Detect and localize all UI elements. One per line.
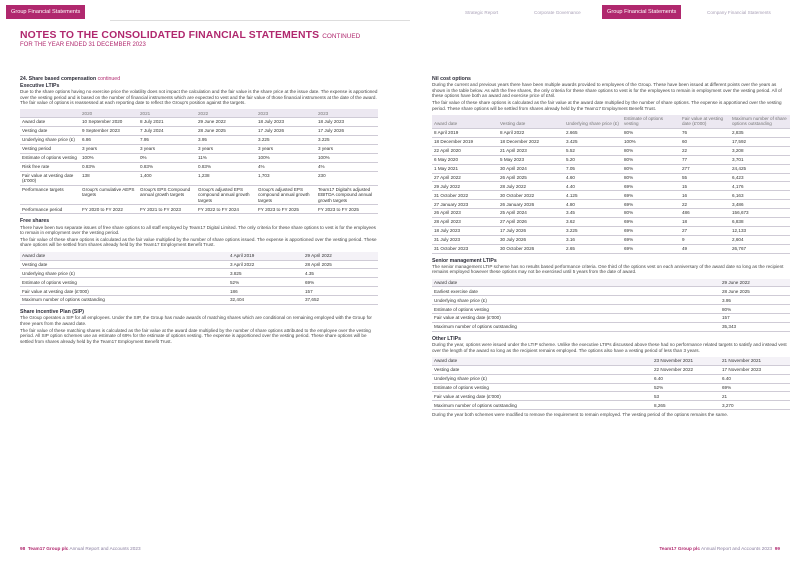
- table-cell: 3.225: [564, 226, 622, 235]
- table-cell: 6.86: [80, 135, 138, 144]
- table-row-label: Estimate of options vesting: [20, 153, 80, 162]
- table-cell: 7.95: [138, 135, 196, 144]
- table-cell: 21 April 2023: [498, 146, 564, 155]
- table-cell: 11%: [196, 153, 256, 162]
- table-row-label: Vesting date: [432, 365, 652, 374]
- table-cell: 21 November 2021: [720, 357, 790, 365]
- table-cell: 3,701: [730, 155, 790, 164]
- table-cell: 22 November 2022: [652, 365, 720, 374]
- table-cell: 0.83%: [196, 162, 256, 171]
- table-row-label: Maximum number of options outstanding: [432, 401, 652, 410]
- table-header-cell: Award date: [432, 115, 498, 129]
- table-cell: 6.40: [652, 374, 720, 383]
- table-cell: 30 October 2022: [498, 191, 564, 200]
- table-header-cell: Fair value at vesting date (£'000): [680, 115, 730, 129]
- table-row: [432, 146, 790, 155]
- table-header-cell: 2020: [80, 109, 138, 117]
- table-cell: 37,652: [303, 296, 378, 305]
- table-row-label: 18 December 2019: [432, 137, 498, 146]
- table-cell: 3,486: [730, 200, 790, 209]
- table-cell: 4.125: [564, 191, 622, 200]
- table-row-label: Performance period: [20, 205, 80, 214]
- table-row-label: Underlying share price (£): [20, 135, 80, 144]
- table-cell: 21: [720, 392, 790, 401]
- table-cell: 3.16: [564, 235, 622, 244]
- table-cell: 156,673: [730, 209, 790, 218]
- table-row: [432, 314, 790, 323]
- table-row: [432, 323, 790, 332]
- table-cell: 6,163: [730, 191, 790, 200]
- table-cell: 157: [720, 314, 790, 323]
- table-cell: FY 2023 to FY 2025: [316, 205, 378, 214]
- table-row-label: 29 July 2022: [432, 182, 498, 191]
- free-shares-heading: Free shares: [20, 218, 50, 225]
- section-tag-left: Group Financial Statements: [6, 5, 85, 19]
- table-row: [20, 269, 378, 278]
- table-cell: 29 June 2022: [720, 279, 790, 287]
- table-row: [20, 153, 378, 162]
- table-cell: 9 September 2023: [80, 127, 138, 136]
- table-cell: 30 July 2026: [498, 235, 564, 244]
- table-cell: 3 years: [196, 144, 256, 153]
- sip-paragraph-2: The fair value of these matching shares is calculated as the fair value at the award date multiplied by the number of share options attributed to the employee over the vesting period. All SIP option schemes use an estimate of 69% for the estimate of options vesting. The expense is apportioned over the vesting period. These share options will be settled from shares already held by the Team17 Employment Benefit Trust.: [20, 328, 371, 344]
- table-cell: 49: [680, 244, 730, 253]
- table-header-cell: Estimate of options vesting: [622, 115, 680, 129]
- table-row-label: Estimate of options vesting: [432, 383, 652, 392]
- table-cell: 80%: [622, 155, 680, 164]
- table-cell: 26 April 2025: [498, 173, 564, 182]
- table-row-label: 31 July 2023: [432, 235, 498, 244]
- table-cell: 15: [680, 182, 730, 191]
- table-row-label: Estimate of options vesting: [432, 305, 720, 314]
- table-header-row: [432, 115, 790, 129]
- table-cell: 2.65: [564, 244, 622, 253]
- nav-strategic-report[interactable]: Strategic Report: [465, 10, 499, 15]
- footer-right-text: Annual Report and Accounts 2023: [701, 546, 773, 551]
- table-cell: 69%: [622, 226, 680, 235]
- table-row-label: Fair value at vesting date (£'000): [432, 392, 652, 401]
- nav-corporate-governance[interactable]: Corporate Governance: [534, 10, 581, 15]
- table-cell: 80%: [622, 146, 680, 155]
- nav-group-financial-statements[interactable]: Group Financial Statements: [602, 5, 681, 19]
- table-row: [432, 137, 790, 146]
- senior-ltips-table: [432, 279, 790, 332]
- table-cell: 3 years: [316, 144, 378, 153]
- table-cell: 5 May 2023: [498, 155, 564, 164]
- table-cell: 6.40: [720, 374, 790, 383]
- exec-ltips-heading: Executive LTIPs: [20, 83, 60, 89]
- table-cell: 4.80: [564, 200, 622, 209]
- table-cell: 52%: [652, 383, 720, 392]
- table-row: [432, 182, 790, 191]
- table-cell: 1,703: [256, 171, 316, 185]
- table-row-label: 27 January 2023: [432, 200, 498, 209]
- table-row: [432, 244, 790, 253]
- table-cell: 3.225: [256, 135, 316, 144]
- table-cell: Team17 Digital's adjusted EBITDA compound annual growth targets: [316, 185, 378, 204]
- table-row: [432, 279, 790, 287]
- table-cell: 1,400: [138, 171, 196, 185]
- table-row-label: 8 April 2019: [432, 129, 498, 138]
- table-cell: 18: [680, 217, 730, 226]
- table-cell: 28 June 2025: [720, 287, 790, 296]
- table-cell: 2.665: [564, 129, 622, 138]
- other-ltips-heading: Other LTIPs: [432, 335, 462, 342]
- table-cell: 3 years: [80, 144, 138, 153]
- table-cell: 29 June 2022: [196, 118, 256, 127]
- senior-ltips-heading: Senior management LTIPs: [432, 257, 497, 264]
- table-cell: 77: [680, 155, 730, 164]
- table-row: [20, 127, 378, 136]
- table-cell: 26,767: [730, 244, 790, 253]
- table-row-label: 22 April 2020: [432, 146, 498, 155]
- page-title-suffix: CONTINUED: [322, 33, 361, 40]
- table-cell: 55: [680, 173, 730, 182]
- table-row: [432, 191, 790, 200]
- table-cell: 28 June 2025: [196, 127, 256, 136]
- free-shares-table: [20, 252, 378, 305]
- table-cell: 26 January 2026: [498, 200, 564, 209]
- nil-cost-table: [432, 115, 790, 254]
- table-row: [20, 118, 378, 127]
- other-ltips-paragraph: During the year, options were issued under the LTIP scheme. Unlike the executive LTIPs discussed above these had no performance related targets to satisfy and instead vest over the length of the award so long as the recipient remains employed. The options also have a vesting period of less than 3 years.: [432, 342, 787, 353]
- table-cell: 0.83%: [80, 162, 138, 171]
- table-row: [432, 129, 790, 138]
- table-row-label: Estimate of options vesting: [20, 278, 228, 287]
- other-ltips-table: [432, 357, 790, 410]
- table-cell: FY 2020 to FY 2022: [80, 205, 138, 214]
- table-cell: 100%: [80, 153, 138, 162]
- table-cell: 17 November 2023: [720, 365, 790, 374]
- table-cell: 18 July 2023: [316, 118, 378, 127]
- table-cell: 32,404: [228, 296, 303, 305]
- table-cell: 4%: [256, 162, 316, 171]
- table-row: [432, 164, 790, 173]
- table-row-label: 27 April 2022: [432, 173, 498, 182]
- table-cell: 28 April 2025: [303, 260, 378, 269]
- table-header-cell: 2022: [196, 109, 256, 117]
- page-title-main: NOTES TO THE CONSOLIDATED FINANCIAL STATEMENTS: [20, 30, 320, 41]
- table-row-label: Vesting date: [20, 127, 80, 136]
- table-cell: 29 April 2022: [303, 252, 378, 260]
- table-cell: 4.35: [303, 269, 378, 278]
- table-cell: 25 April 2024: [498, 209, 564, 218]
- table-row-label: Risk free rate: [20, 162, 80, 171]
- table-row: [20, 162, 378, 171]
- table-row: [432, 155, 790, 164]
- footer-right-page-number: 99: [774, 546, 780, 551]
- table-cell: 100%: [256, 153, 316, 162]
- table-cell: 22: [680, 146, 730, 155]
- sip-paragraph-1: The Group operates a SIP for all employees. Under the SIP, the Group has made awards of matching shares which are conditional on remaining employed with the Group for three years from the award date.: [20, 315, 372, 326]
- table-cell: 2,604: [730, 235, 790, 244]
- table-header-cell: Underlying share price (£): [564, 115, 622, 129]
- table-cell: 35,343: [720, 323, 790, 332]
- nil-cost-heading: Nil cost options: [432, 76, 471, 82]
- table-cell: 30 April 2024: [498, 164, 564, 173]
- table-cell: 100%: [316, 153, 378, 162]
- table-row: [432, 383, 790, 392]
- table-cell: 69%: [303, 278, 378, 287]
- footer-right: [659, 546, 780, 551]
- table-row: [432, 374, 790, 383]
- table-row: [432, 287, 790, 296]
- table-cell: 0.83%: [138, 162, 196, 171]
- table-row-label: Award date: [432, 279, 720, 287]
- table-row: [432, 200, 790, 209]
- right-column: [432, 76, 790, 418]
- table-cell: 3 years: [138, 144, 196, 153]
- table-row-label: 28 April 2023: [432, 217, 498, 226]
- table-row-label: Underlying share price (£): [432, 374, 652, 383]
- table-cell: FY 2021 to FY 2023: [138, 205, 196, 214]
- table-cell: 24,425: [730, 164, 790, 173]
- table-row-label: 31 October 2023: [432, 244, 498, 253]
- sip-heading: Share incentive Plan (SIP): [20, 309, 85, 316]
- other-ltips-closing-paragraph: During the year both schemes were modified to remove the requirement to remain employed. The vesting period of the options remains the same.: [432, 412, 729, 418]
- table-cell: 60: [680, 137, 730, 146]
- free-shares-paragraph-1: There have been two separate issues of free share options to all staff employed by Team17 Digital Limited. The only criteria for these share options to vest is for the employees to remain in employment over the vesting period.: [20, 224, 376, 235]
- page-subtitle: FOR THE YEAR ENDED 31 DECEMBER 2023: [20, 42, 146, 48]
- page-header: [20, 30, 360, 48]
- table-header-cell: Maximum number of share options outstanding: [730, 115, 790, 129]
- table-row: [432, 365, 790, 374]
- table-row: [20, 278, 378, 287]
- page-title: [20, 30, 360, 41]
- table-row-label: 26 April 2023: [432, 209, 498, 218]
- table-header-cell: [20, 109, 80, 117]
- table-row-label: Vesting date: [20, 260, 228, 269]
- table-cell: 18 December 2022: [498, 137, 564, 146]
- table-cell: 138: [80, 171, 138, 185]
- table-cell: 22: [680, 200, 730, 209]
- table-row: [20, 287, 378, 296]
- table-row: [432, 209, 790, 218]
- table-cell: FY 2023 to FY 2025: [256, 205, 316, 214]
- footer-right-brand: Team17 Group plc: [659, 546, 700, 551]
- table-row-label: Vesting period: [20, 144, 80, 153]
- section-title-text: 24. Share based compensation: [20, 76, 97, 82]
- table-row: [20, 135, 378, 144]
- section-title: [20, 76, 378, 83]
- table-cell: 3 April 2022: [228, 260, 303, 269]
- table-cell: Group's adjusted EPS compound annual growth targets: [256, 185, 316, 204]
- table-cell: 4,176: [730, 182, 790, 191]
- top-nav: [0, 0, 800, 22]
- table-cell: FY 2022 to FY 2024: [196, 205, 256, 214]
- table-cell: 4.60: [564, 173, 622, 182]
- table-cell: 3,208: [730, 146, 790, 155]
- table-cell: 80%: [622, 209, 680, 218]
- table-row-label: Earliest exercise date: [432, 287, 720, 296]
- table-cell: 6,423: [730, 173, 790, 182]
- table-cell: 5.20: [564, 155, 622, 164]
- table-cell: 80%: [622, 173, 680, 182]
- table-row-label: Award date: [432, 357, 652, 365]
- table-cell: 69%: [622, 182, 680, 191]
- table-cell: 3 years: [256, 144, 316, 153]
- table-cell: 8,265: [652, 401, 720, 410]
- table-cell: 6,838: [730, 217, 790, 226]
- table-cell: 3.225: [316, 135, 378, 144]
- table-row-label: Award date: [20, 118, 80, 127]
- table-row-label: Fair value at vesting date (£'000): [20, 287, 228, 296]
- table-row-label: Maximum number of options outstanding: [20, 296, 228, 305]
- table-row-label: 1 May 2021: [432, 164, 498, 173]
- free-shares-paragraph-2: The fair value of these share options is calculated as the fair value multiplied by the number of share options issued. The expense is apportioned over the vesting period. These share options will be settled from shares already held by the Team17 Employment Benefit Trust.: [20, 237, 377, 248]
- table-row: [432, 173, 790, 182]
- table-cell: 7.05: [564, 164, 622, 173]
- table-header-cell: Vesting date: [498, 115, 564, 129]
- table-cell: 3.425: [564, 137, 622, 146]
- table-cell: 3.95: [720, 296, 790, 305]
- table-cell: Group's cumulative AEPS targets: [80, 185, 138, 204]
- table-cell: 69%: [622, 217, 680, 226]
- table-cell: 16: [680, 191, 730, 200]
- table-cell: 69%: [622, 235, 680, 244]
- table-header-row: [20, 109, 378, 117]
- table-row: [432, 392, 790, 401]
- table-header-cell: 2023: [256, 109, 316, 117]
- table-row: [20, 144, 378, 153]
- table-row-label: Maximum number of options outstanding: [432, 323, 720, 332]
- table-cell: 69%: [622, 244, 680, 253]
- table-cell: 17,592: [730, 137, 790, 146]
- table-row-label: Performance targets: [20, 185, 80, 204]
- table-cell: 23 November 2021: [652, 357, 720, 365]
- table-cell: 3.62: [564, 217, 622, 226]
- table-cell: 3,270: [720, 401, 790, 410]
- table-cell: 28 July 2022: [498, 182, 564, 191]
- footer-left-text: Annual Report and Accounts 2023: [69, 546, 141, 551]
- nil-cost-paragraph-2: The fair value of these share options is calculated as the fair value at the award date multiplied by the number of share options. The expense is apportioned over the vesting period. These share options will be settled from shares already held by the Team17 Employment Benefit Trust.: [432, 100, 782, 111]
- table-cell: 76: [680, 129, 730, 138]
- table-cell: 2,835: [730, 129, 790, 138]
- exec-ltip-table: [20, 109, 378, 214]
- table-cell: 3.95: [196, 135, 256, 144]
- table-row: [432, 305, 790, 314]
- table-row: [20, 260, 378, 269]
- table-row-label: 6 May 2020: [432, 155, 498, 164]
- table-cell: 27: [680, 226, 730, 235]
- table-row: [432, 217, 790, 226]
- table-row-label: Fair value at vesting date (£'000): [432, 314, 720, 323]
- table-row-label: Underlying share price (£): [432, 296, 720, 305]
- table-row-label: Underlying share price (£): [20, 269, 228, 278]
- table-cell: 230: [316, 171, 378, 185]
- table-cell: 17 July 2026: [256, 127, 316, 136]
- footer-left-page-number: 98: [20, 546, 26, 551]
- table-cell: Group's EPS Compound annual growth targets: [138, 185, 196, 204]
- table-row: [432, 401, 790, 410]
- table-cell: 17 July 2026: [316, 127, 378, 136]
- table-row: [20, 185, 378, 204]
- table-row: [432, 235, 790, 244]
- left-column: [20, 76, 378, 344]
- table-cell: 0%: [138, 153, 196, 162]
- table-cell: 12,133: [730, 226, 790, 235]
- table-cell: 52%: [228, 278, 303, 287]
- table-cell: 69%: [720, 383, 790, 392]
- table-cell: 17 July 2026: [498, 226, 564, 235]
- table-row: [20, 252, 378, 260]
- table-cell: 1,238: [196, 171, 256, 185]
- table-cell: Group's adjusted EPS compound annual growth targets: [196, 185, 256, 204]
- table-cell: 18 July 2023: [256, 118, 316, 127]
- table-cell: 9: [680, 235, 730, 244]
- table-header-cell: 2023: [316, 109, 378, 117]
- table-cell: 80%: [622, 129, 680, 138]
- senior-ltips-paragraph: The senior management LTIP scheme has no results based performance criteria. One third of the options vest on each anniversary of the award date so long as the recipient remains employed however these options may not be exercised until 5 years from the date of award.: [432, 263, 784, 275]
- table-cell: 4 April 2019: [228, 252, 303, 260]
- table-row: [432, 357, 790, 365]
- table-row: [20, 171, 378, 185]
- table-cell: 69%: [622, 191, 680, 200]
- table-row: [20, 296, 378, 305]
- section-title-continued: continued: [97, 76, 121, 82]
- table-cell: 486: [680, 209, 730, 218]
- table-cell: 3.45: [564, 209, 622, 218]
- table-row: [20, 205, 378, 214]
- table-cell: 53: [652, 392, 720, 401]
- footer-left-brand: Team17 Group plc: [27, 546, 69, 551]
- table-row-label: 18 July 2023: [432, 226, 498, 235]
- nil-cost-paragraph-1: During the current and previous years there have been multiple awards provided to employees of the Group. These have been issued at different points over the years as shown in the table below. As with the free shares, the only criteria for these share options to vest is for the employees to remain in employment over the vesting period. All of these options have both an award and exercise price of £Nil.: [432, 82, 782, 98]
- exec-ltips-paragraph: Due to the share options having no exercise price the volatility does not impact the calculation and the fair value is the share price at the issue date. The expense is apportioned over the vesting period and is based on the number of financial instruments which are expected to vest and the fair value of those financial instruments at the date of the award. The fair value of options is reassessed at each reporting date to reflect the Group's position against the targets.: [20, 89, 378, 105]
- nav-divider: [110, 20, 410, 21]
- table-cell: 10 September 2020: [80, 118, 138, 127]
- table-cell: 30 October 2026: [498, 244, 564, 253]
- table-cell: 80%: [720, 305, 790, 314]
- table-cell: 8 April 2022: [498, 129, 564, 138]
- table-row: [432, 296, 790, 305]
- footer-left: [20, 546, 141, 551]
- table-cell: 277: [680, 164, 730, 173]
- table-cell: 3.825: [228, 269, 303, 278]
- table-cell: 4.40: [564, 182, 622, 191]
- table-row-label: Fair value at vesting date (£'000): [20, 171, 80, 185]
- nav-company-financial-statements[interactable]: Company Financial Statements: [707, 10, 771, 15]
- table-cell: 8 July 2021: [138, 118, 196, 127]
- table-cell: 100%: [622, 137, 680, 146]
- table-cell: 80%: [622, 164, 680, 173]
- table-cell: 5.52: [564, 146, 622, 155]
- table-header-cell: 2021: [138, 109, 196, 117]
- table-row-label: Award date: [20, 252, 228, 260]
- table-cell: 186: [228, 287, 303, 296]
- table-cell: 7 July 2024: [138, 127, 196, 136]
- table-cell: 69%: [622, 200, 680, 209]
- table-cell: 4%: [316, 162, 378, 171]
- table-cell: 157: [303, 287, 378, 296]
- table-row: [432, 226, 790, 235]
- table-row-label: 31 October 2022: [432, 191, 498, 200]
- table-cell: 27 April 2026: [498, 217, 564, 226]
